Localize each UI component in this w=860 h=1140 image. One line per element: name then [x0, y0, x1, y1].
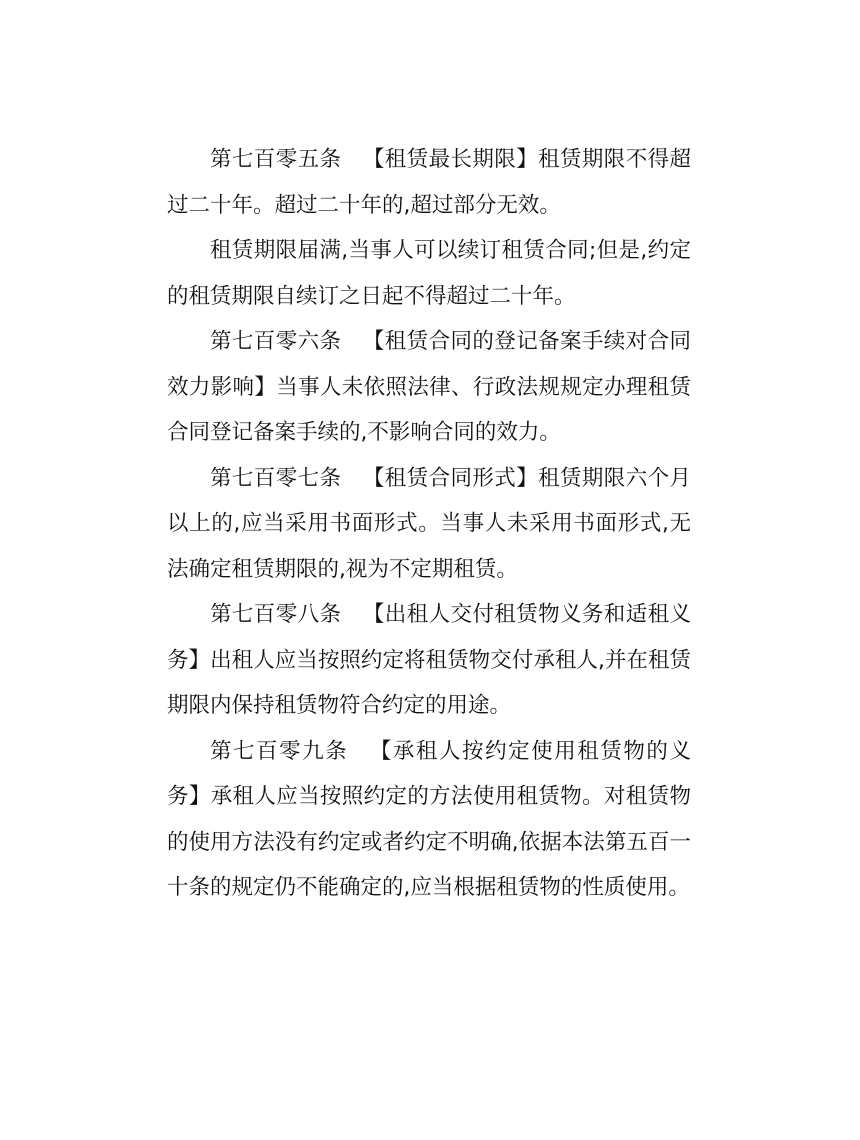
article-705-paragraph-2: [167, 228, 691, 319]
article-number: 第七百零五条: [210, 147, 342, 172]
article-text: 【租赁合同的登记备案手续对合同效力影响】当事人未依照法律、行政法规规定办理租赁合同登记备案手续的,不影响合同的效力。: [167, 329, 691, 445]
article-709-paragraph: [167, 729, 691, 911]
article-text: 【承租人按约定使用租赁物的义务】承租人应当按照约定的方法使用租赁物。对租赁物的使用方法没有约定或者约定不明确,依据本法第五百一十条的规定仍不能确定的,应当根据租赁物的性质使用。: [167, 738, 691, 900]
article-text: 【租赁合同形式】租赁期限六个月以上的,应当采用书面形式。当事人未采用书面形式,无法确定租赁期限的,视为不定期租赁。: [167, 465, 691, 582]
article-number: 第七百零九条: [210, 738, 349, 764]
article-text: 【出租人交付租赁物义务和适租义务】出租人应当按照约定将租赁物交付承租人,并在租赁期限内保持租赁物符合约定的用途。: [167, 602, 691, 718]
article-number: 第七百零七条: [210, 465, 342, 491]
document-body: [167, 137, 691, 911]
article-706-paragraph: [167, 319, 691, 456]
article-708-paragraph: [167, 592, 691, 729]
article-707-paragraph: [167, 456, 691, 593]
article-text: 租赁期限届满,当事人可以续订租赁合同;但是,约定的租赁期限自续订之日起不得超过二十年。: [167, 238, 691, 309]
article-text: 【租赁最长期限】租赁期限不得超过二十年。超过二十年的,超过部分无效。: [167, 147, 691, 218]
article-705-paragraph: [167, 137, 691, 228]
article-number: 第七百零六条: [210, 329, 342, 354]
article-number: 第七百零八条: [210, 602, 342, 627]
